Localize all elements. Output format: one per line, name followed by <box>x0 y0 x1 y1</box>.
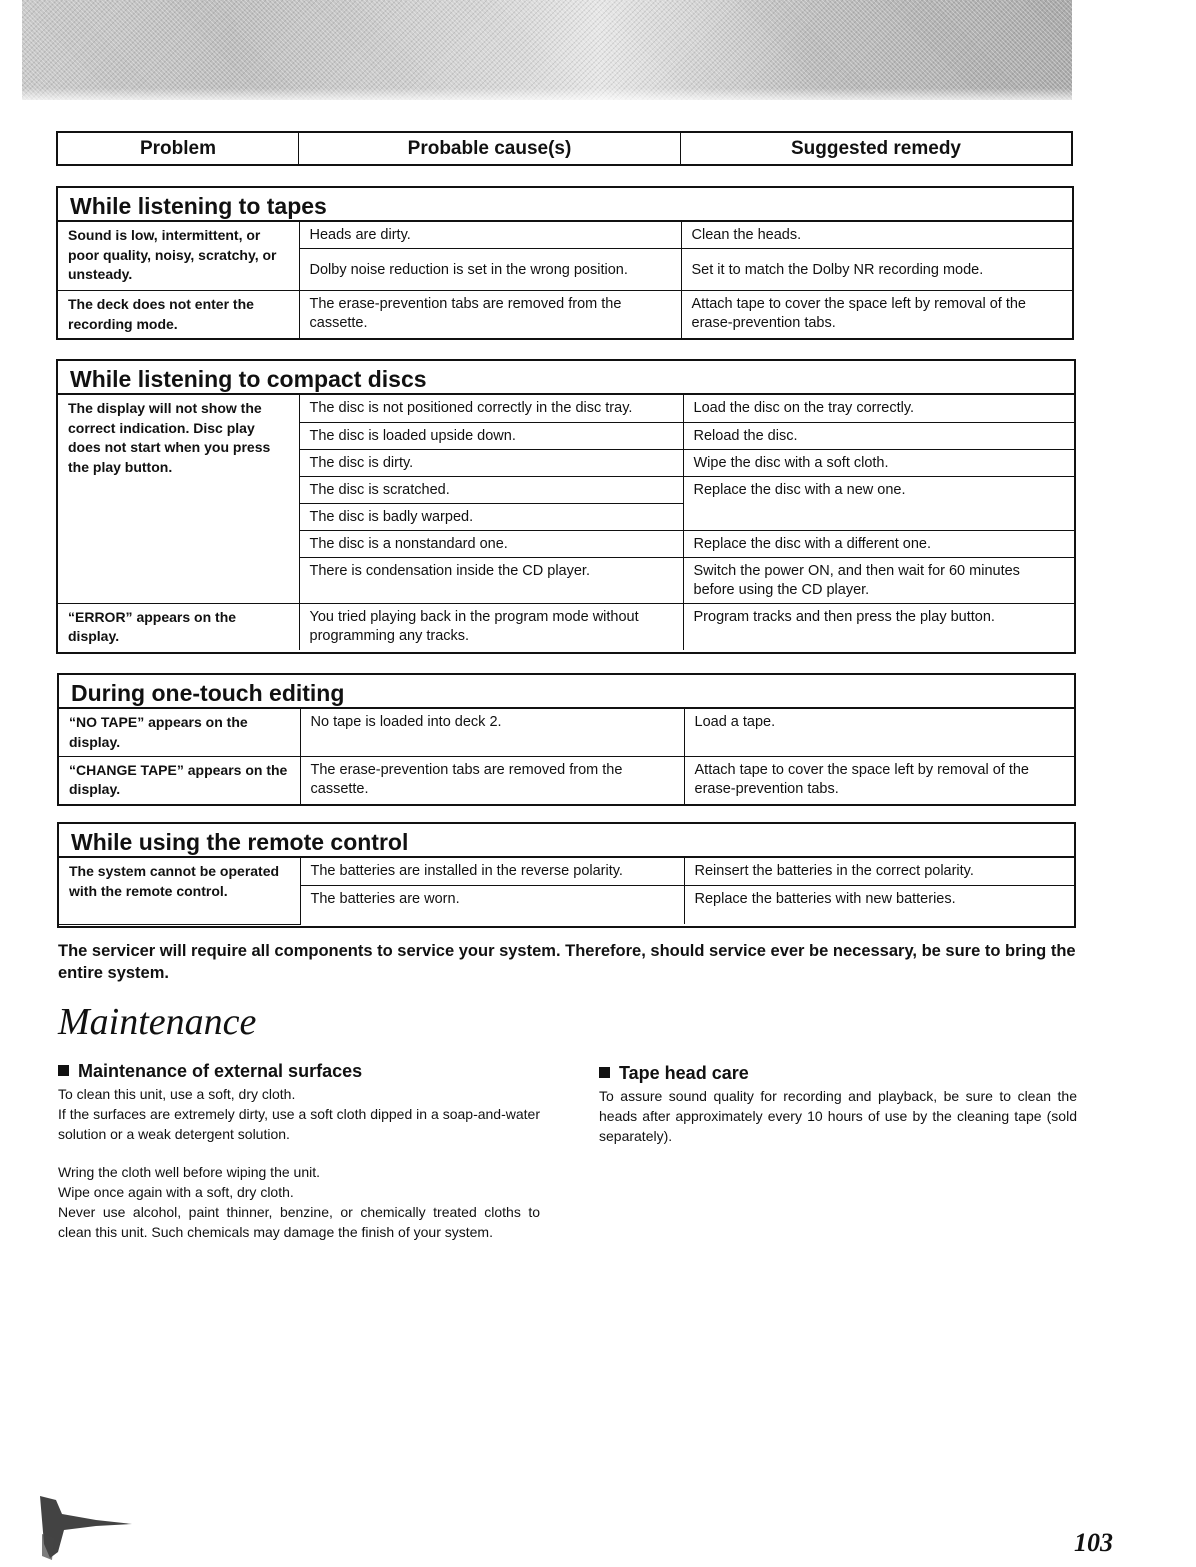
remedy-cell: Reload the disc. <box>683 422 1074 449</box>
header-remedy: Suggested remedy <box>681 132 1073 165</box>
column-header <box>56 131 1073 166</box>
cause-cell: The batteries are installed in the reverse polarity. <box>300 858 684 885</box>
remedy-cell: Replace the batteries with new batteries. <box>684 885 1074 924</box>
problem-cell: The deck does not enter the recording mode. <box>58 291 299 339</box>
problem-cell: “ERROR” appears on the display. <box>58 603 299 650</box>
paragraph: If the surfaces are extremely dirty, use a soft cloth dipped in a soap-and-water solution or a weak detergent solution. <box>58 1106 540 1142</box>
cause-cell: The disc is dirty. <box>299 449 683 476</box>
cause-cell: The disc is a nonstandard one. <box>299 530 683 557</box>
section-title: While using the remote control <box>59 824 1074 858</box>
service-note: The servicer will require all components to service your system. Therefore, should service ever be necessary, be sure to bring the entire system. <box>58 942 1076 982</box>
remedy-cell: Reinsert the batteries in the correct polarity. <box>684 858 1074 885</box>
tape-head-heading <box>599 1061 1077 1085</box>
cause-cell: Heads are dirty. <box>299 222 681 249</box>
section-title: During one-touch editing <box>59 675 1074 709</box>
remedy-cell: Set it to match the Dolby NR recording mode. <box>681 249 1072 291</box>
section-title: While listening to tapes <box>58 188 1072 222</box>
header-banner <box>22 0 1072 100</box>
external-surfaces-heading <box>58 1059 540 1083</box>
section-remote <box>57 822 1076 928</box>
problem-cell: “CHANGE TAPE” appears on the display. <box>59 756 300 804</box>
paragraph: To clean this unit, use a soft, dry cloth. <box>58 1086 296 1102</box>
section-tapes <box>56 186 1074 340</box>
paragraph: Wring the cloth well before wiping the unit. <box>58 1164 320 1180</box>
bullet-square-icon <box>599 1067 610 1078</box>
header-cause: Probable cause(s) <box>299 132 681 165</box>
remedy-cell: Load a tape. <box>684 709 1074 756</box>
cause-cell: The erase-prevention tabs are removed from the cassette. <box>300 756 684 804</box>
paragraph: To assure sound quality for recording and playback, be sure to clean the heads after approximately every 10 hours of use by the cleaning tape (sold separately). <box>599 1088 1077 1144</box>
remedy-cell: Attach tape to cover the space left by removal of the erase-prevention tabs. <box>684 756 1074 804</box>
bullet-square-icon <box>58 1065 69 1076</box>
remedy-cell: Replace the disc with a new one. <box>683 476 1074 530</box>
remedy-cell: Load the disc on the tray correctly. <box>683 395 1074 422</box>
remedy-cell: Attach tape to cover the space left by removal of the erase-prevention tabs. <box>681 291 1072 339</box>
problem-cell: The system cannot be operated with the remote control. <box>59 858 300 924</box>
section-compact-discs <box>56 359 1076 654</box>
maintenance-title: Maintenance <box>58 1001 257 1043</box>
heading-text: Maintenance of external surfaces <box>78 1061 363 1081</box>
cause-cell: You tried playing back in the program mode without programming any tracks. <box>299 603 683 650</box>
heading-text: Tape head care <box>619 1063 749 1083</box>
page-number: 103 <box>1074 1528 1113 1557</box>
external-surfaces-column <box>58 1059 540 1242</box>
paragraph: Never use alcohol, paint thinner, benzine, or chemically treated cloths to clean this unit. Such chemicals may damage the finish of your system. <box>58 1204 540 1240</box>
remedy-cell: Clean the heads. <box>681 222 1072 249</box>
cause-cell: Dolby noise reduction is set in the wrong position. <box>299 249 681 291</box>
paragraph: Wipe once again with a soft, dry cloth. <box>58 1184 294 1200</box>
cause-cell: The disc is scratched. <box>299 476 683 503</box>
cause-cell: The disc is not positioned correctly in the disc tray. <box>299 395 683 422</box>
section-editing <box>57 673 1076 806</box>
cause-cell: The batteries are worn. <box>300 885 684 924</box>
cause-cell: The disc is loaded upside down. <box>299 422 683 449</box>
problem-cell: The display will not show the correct indication. Disc play does not start when you press the play button. <box>58 395 299 603</box>
problem-cell: Sound is low, intermittent, or poor quality, noisy, scratchy, or unsteady. <box>58 222 299 291</box>
cause-cell: The erase-prevention tabs are removed from the cassette. <box>299 291 681 339</box>
remedy-cell: Wipe the disc with a soft cloth. <box>683 449 1074 476</box>
cause-cell: There is condensation inside the CD player. <box>299 557 683 603</box>
section-title: While listening to compact discs <box>58 361 1074 395</box>
problem-cell: “NO TAPE” appears on the display. <box>59 709 300 756</box>
cause-cell: The disc is badly warped. <box>299 503 683 530</box>
tape-head-column <box>599 1061 1077 1146</box>
cause-cell: No tape is loaded into deck 2. <box>300 709 684 756</box>
remedy-cell: Switch the power ON, and then wait for 60 minutes before using the CD player. <box>683 557 1074 603</box>
remedy-cell: Program tracks and then press the play button. <box>683 603 1074 650</box>
remedy-cell: Replace the disc with a different one. <box>683 530 1074 557</box>
corner-mark-icon <box>36 1494 146 1564</box>
header-problem: Problem <box>57 132 299 165</box>
